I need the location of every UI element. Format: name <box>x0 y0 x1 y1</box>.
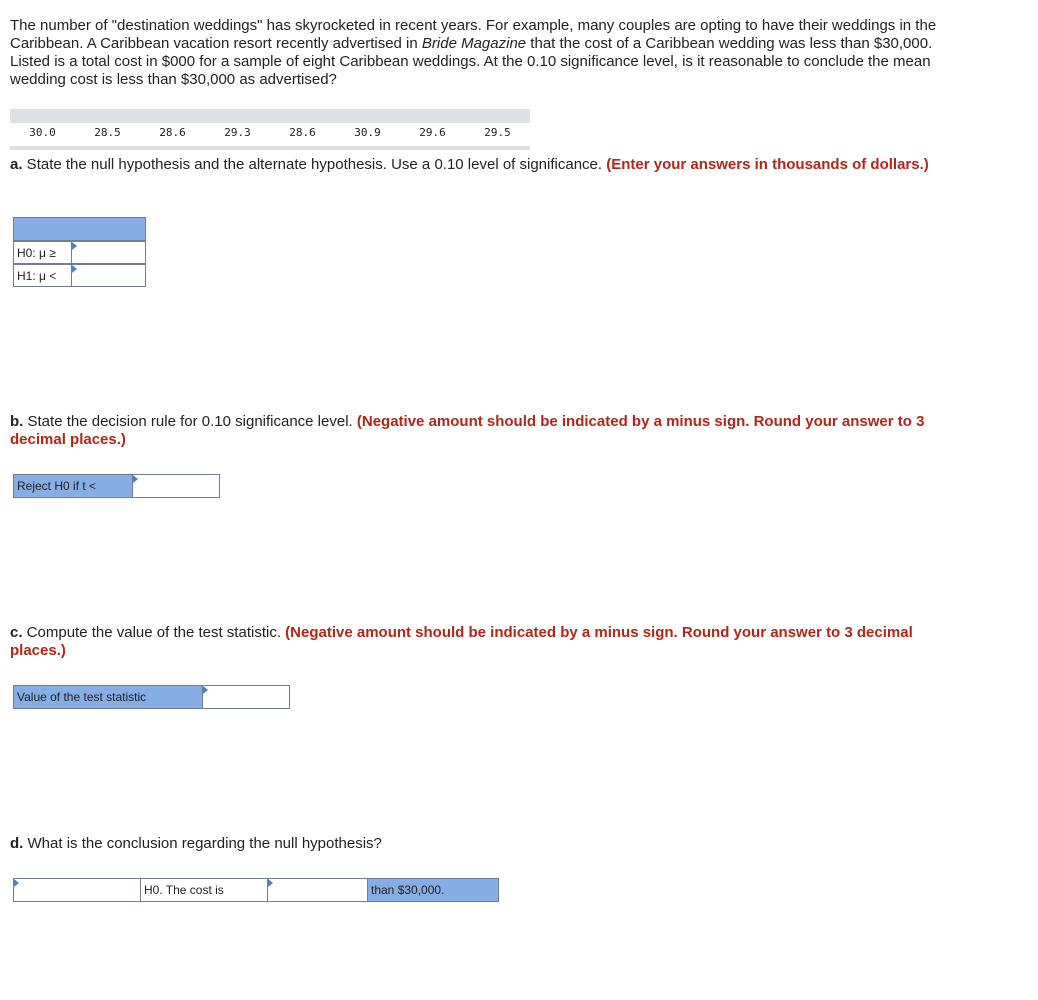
question-a <box>10 156 950 174</box>
question-c-hint: (Negative amount should be indicated by a minus sign. Round your answer to 3 decimal places.) <box>10 624 913 659</box>
data-table-footer <box>10 146 530 150</box>
sample-value: 29.3 <box>224 125 251 139</box>
problem-statement <box>10 17 950 89</box>
sample-value: 30.9 <box>354 125 381 139</box>
question-a-text: State the null hypothesis and the alternate hypothesis. Use a 0.10 level of significance. <box>22 156 607 173</box>
conclusion-decision-dropdown[interactable] <box>13 878 141 902</box>
magazine-name: Bride Magazine <box>421 35 527 52</box>
conclusion-middle-label: H0. The cost is <box>140 878 268 902</box>
question-b-hint: (Negative amount should be indicated by a minus sign. Round your answer to 3 decimal places.) <box>10 413 925 448</box>
h1-label: H1: μ < <box>13 264 72 287</box>
hypothesis-table-header <box>13 217 146 241</box>
decision-rule-label: Reject H0 if t < <box>13 474 133 498</box>
cost-comparison-dropdown[interactable] <box>267 878 368 902</box>
critical-value-input[interactable] <box>132 474 220 498</box>
h0-label: H0: μ ≥ <box>13 241 72 264</box>
question-c <box>10 624 950 660</box>
sample-value: 28.6 <box>289 125 316 139</box>
question-c-letter: c. <box>10 624 23 641</box>
question-b <box>10 413 950 449</box>
question-d-letter: d. <box>10 835 24 852</box>
sample-value: 29.6 <box>419 125 446 139</box>
data-table-header <box>10 109 530 123</box>
intro-text-continued: that the cost of a Caribbean wedding was less than $30,000. Listed is a total cost in $000 for a sample of eight Caribbean weddings. At the 0.10 significance level, is it reasonable to conclude the mean wedding cost is less than $30,000 as advertised? <box>10 35 933 88</box>
sample-value: 28.5 <box>94 125 121 139</box>
sample-value: 28.6 <box>159 125 186 139</box>
question-d <box>10 835 950 853</box>
question-c-text: Compute the value of the test statistic. <box>22 624 286 641</box>
conclusion-end-label: than $30,000. <box>367 878 499 902</box>
sample-value: 30.0 <box>29 125 56 139</box>
sample-value: 29.5 <box>484 125 511 139</box>
question-d-text: What is the conclusion regarding the null hypothesis? <box>23 835 382 852</box>
test-statistic-input[interactable] <box>202 685 290 709</box>
test-statistic-label: Value of the test statistic <box>13 685 203 709</box>
question-a-letter: a. <box>10 156 23 173</box>
sample-data-row <box>10 123 530 141</box>
question-b-letter: b. <box>10 413 24 430</box>
question-a-hint: (Enter your answers in thousands of dollars.) <box>606 156 929 173</box>
intro-text: The number of "destination weddings" has skyrocketed in recent years. For example, many couples are opting to have their weddings in the Caribbean. A Caribbean vacation resort recently advertised in <box>10 17 937 52</box>
question-b-text: State the decision rule for 0.10 significance level. <box>23 413 357 430</box>
h0-value-input[interactable] <box>71 241 146 264</box>
h1-value-input[interactable] <box>71 264 146 287</box>
